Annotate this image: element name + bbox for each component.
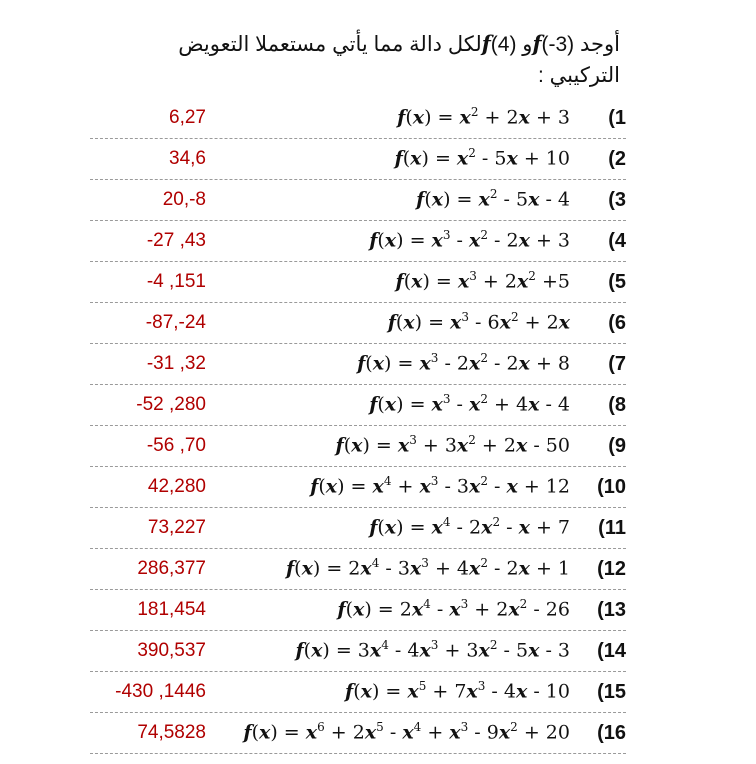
exercise-number: 3)	[608, 189, 626, 211]
answer-values: 286,377	[137, 558, 206, 579]
value-a: (-3)	[541, 33, 575, 56]
instruction-and: و	[516, 33, 533, 56]
answer-values: 74,5828	[137, 722, 206, 743]
function-equation: $f(x) = x^3 + 3x^2 + 2x - 50$	[335, 433, 570, 457]
function-equation: $f(x) = x^3 + 2x^2 +5$	[395, 269, 570, 293]
answer-values: 181,454	[137, 599, 206, 620]
function-equation: $f(x) = 2x^4 - 3x^3 + 4x^2 - 2x + 1$	[285, 556, 570, 580]
function-equation: $f(x) = x^4 + x^3 - 3x^2 - x + 12$	[310, 474, 570, 498]
exercise-row	[90, 221, 626, 262]
exercise-row	[90, 180, 626, 221]
function-equation: $f(x) = 3x^4 - 4x^3 + 3x^2 - 5x - 3$	[295, 638, 570, 662]
instruction-suffix: لكل دالة مما يأتي مستعملا التعويض	[178, 33, 482, 56]
exercise-number: 2)	[608, 148, 626, 170]
instruction-text	[140, 28, 620, 91]
exercise-number: 12)	[597, 558, 626, 580]
exercise-row	[90, 262, 626, 303]
answer-values: -31 ,32	[146, 353, 206, 374]
exercise-row	[90, 590, 626, 631]
answer-values: 34,6	[169, 148, 206, 169]
exercise-number: 14)	[597, 640, 626, 662]
exercise-number: 9)	[608, 435, 626, 457]
exercise-row	[90, 303, 626, 344]
exercise-row	[90, 344, 626, 385]
function-equation: $f(x) = x^5 + 7x^3 - 4x - 10$	[345, 679, 570, 703]
answer-values: -4 ,151	[146, 271, 206, 292]
exercise-number: 13)	[597, 599, 626, 621]
instruction-line-2: التركيبي :	[537, 64, 620, 87]
answer-values: -56 ,70	[146, 435, 206, 456]
instruction-prefix: أوجد	[574, 33, 620, 56]
exercise-number: 11)	[598, 517, 626, 539]
value-b: (4)	[490, 33, 517, 56]
function-equation: $f(x) = x^3 - x^2 + 4x - 4$	[369, 392, 570, 416]
exercise-row	[90, 672, 626, 713]
answer-values: 6,27	[169, 107, 206, 128]
answer-values: 73,227	[147, 517, 206, 538]
function-letter: f	[481, 31, 491, 56]
answer-values: 20,-8	[162, 189, 206, 210]
function-equation: $f(x) = x^2 - 5x - 4$	[416, 187, 570, 211]
answer-values: 42,280	[147, 476, 206, 497]
exercise-number: 8)	[608, 394, 626, 416]
exercise-number: 5)	[608, 271, 626, 293]
exercise-row	[90, 631, 626, 672]
exercise-number: 7)	[608, 353, 626, 375]
exercise-row	[90, 467, 626, 508]
answer-values: 390,537	[137, 640, 206, 661]
function-equation: $f(x) = x^3 - 2x^2 - 2x + 8$	[357, 351, 570, 375]
exercise-number: 6)	[608, 312, 626, 334]
function-equation: $f(x) = x^4 - 2x^2 - x + 7$	[369, 515, 570, 539]
exercise-row	[90, 549, 626, 590]
function-equation: $f(x) = x^3 - x^2 - 2x + 3$	[369, 228, 570, 252]
exercise-number: 10)	[597, 476, 626, 498]
function-equation: $f(x) = x^6 + 2x^5 - x^4 + x^3 - 9x^2 + 20$	[243, 720, 570, 744]
answer-values: -87,-24	[145, 312, 206, 333]
exercise-number: 4)	[608, 230, 626, 252]
exercise-number: 15)	[597, 681, 626, 703]
exercise-list	[90, 98, 626, 754]
exercise-row	[90, 385, 626, 426]
answer-values: -52 ,280	[136, 394, 206, 415]
exercise-row	[90, 139, 626, 180]
exercise-number: 1)	[608, 107, 626, 129]
exercise-row	[90, 98, 626, 139]
exercise-row	[90, 713, 626, 754]
instruction-line-1	[140, 28, 620, 60]
function-equation: $f(x) = x^2 - 5x + 10$	[394, 146, 570, 170]
exercise-number: 16)	[597, 722, 626, 744]
exercise-row	[90, 426, 626, 467]
answer-values: -27 ,43	[146, 230, 206, 251]
function-equation: $f(x) = x^2 + 2x + 3$	[397, 105, 570, 129]
function-letter: f	[532, 31, 542, 56]
function-equation: $f(x) = 2x^4 - x^3 + 2x^2 - 26$	[337, 597, 570, 621]
exercise-row	[90, 508, 626, 549]
function-equation: $f(x) = x^3 - 6x^2 + 2x$	[387, 310, 570, 334]
answer-values: -430 ,1446	[115, 681, 206, 702]
